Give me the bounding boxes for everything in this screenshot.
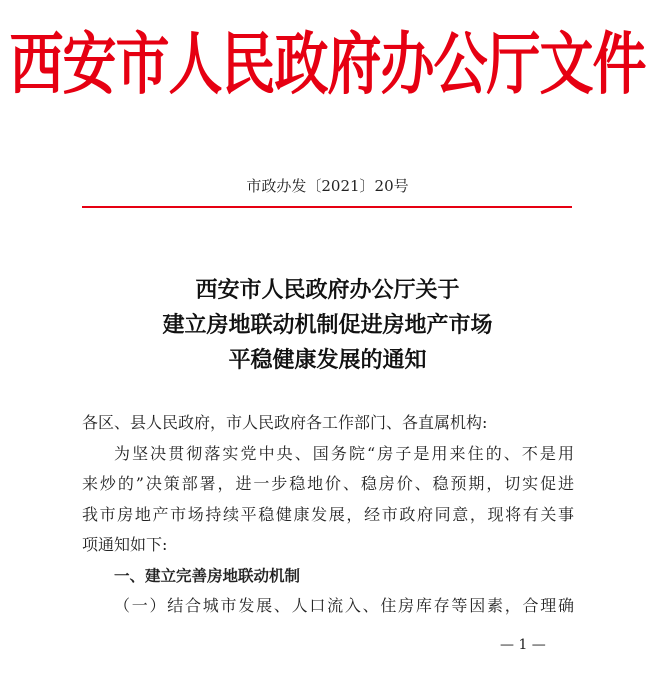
paragraph-line: [82, 439, 574, 470]
subsection-line: [82, 591, 574, 622]
page-number: — 1 —: [500, 637, 546, 653]
document-number: 市政办发〔2021〕20号: [246, 177, 409, 195]
salutation: 各区、县人民政府，市人民政府各工作部门、各直属机构:: [82, 413, 488, 432]
notice-title: [0, 273, 655, 378]
paragraph-line: [82, 469, 574, 500]
paragraph-line-text: 为坚决贯彻落实党中央、国务院“房子是用来住的、不是用: [114, 443, 574, 463]
paragraph-line-text: 来炒的”决策部署，进一步稳地价、稳房价、稳预期，切实促进: [82, 474, 574, 493]
title-line: 西安市人民政府办公厅关于: [195, 277, 460, 303]
paragraph-line: [82, 500, 574, 531]
issuing-authority-header: 西安市人民政府办公厅文件: [9, 23, 646, 104]
title-line: 建立房地联动机制促进房地产市场: [162, 312, 493, 338]
paragraph-line: 项通知如下:: [82, 535, 168, 554]
document-body: [82, 408, 574, 622]
section-heading: 一、建立完善房地联动机制: [114, 566, 301, 585]
subsection-line-text: （一）结合城市发展、人口流入、住房库存等因素，合理确: [114, 596, 574, 615]
paragraph-line-text: 我市房地产市场持续平稳健康发展，经市政府同意，现将有关事: [82, 504, 574, 524]
title-line: 平稳健康发展的通知: [228, 347, 427, 373]
red-divider-line: [82, 206, 572, 208]
